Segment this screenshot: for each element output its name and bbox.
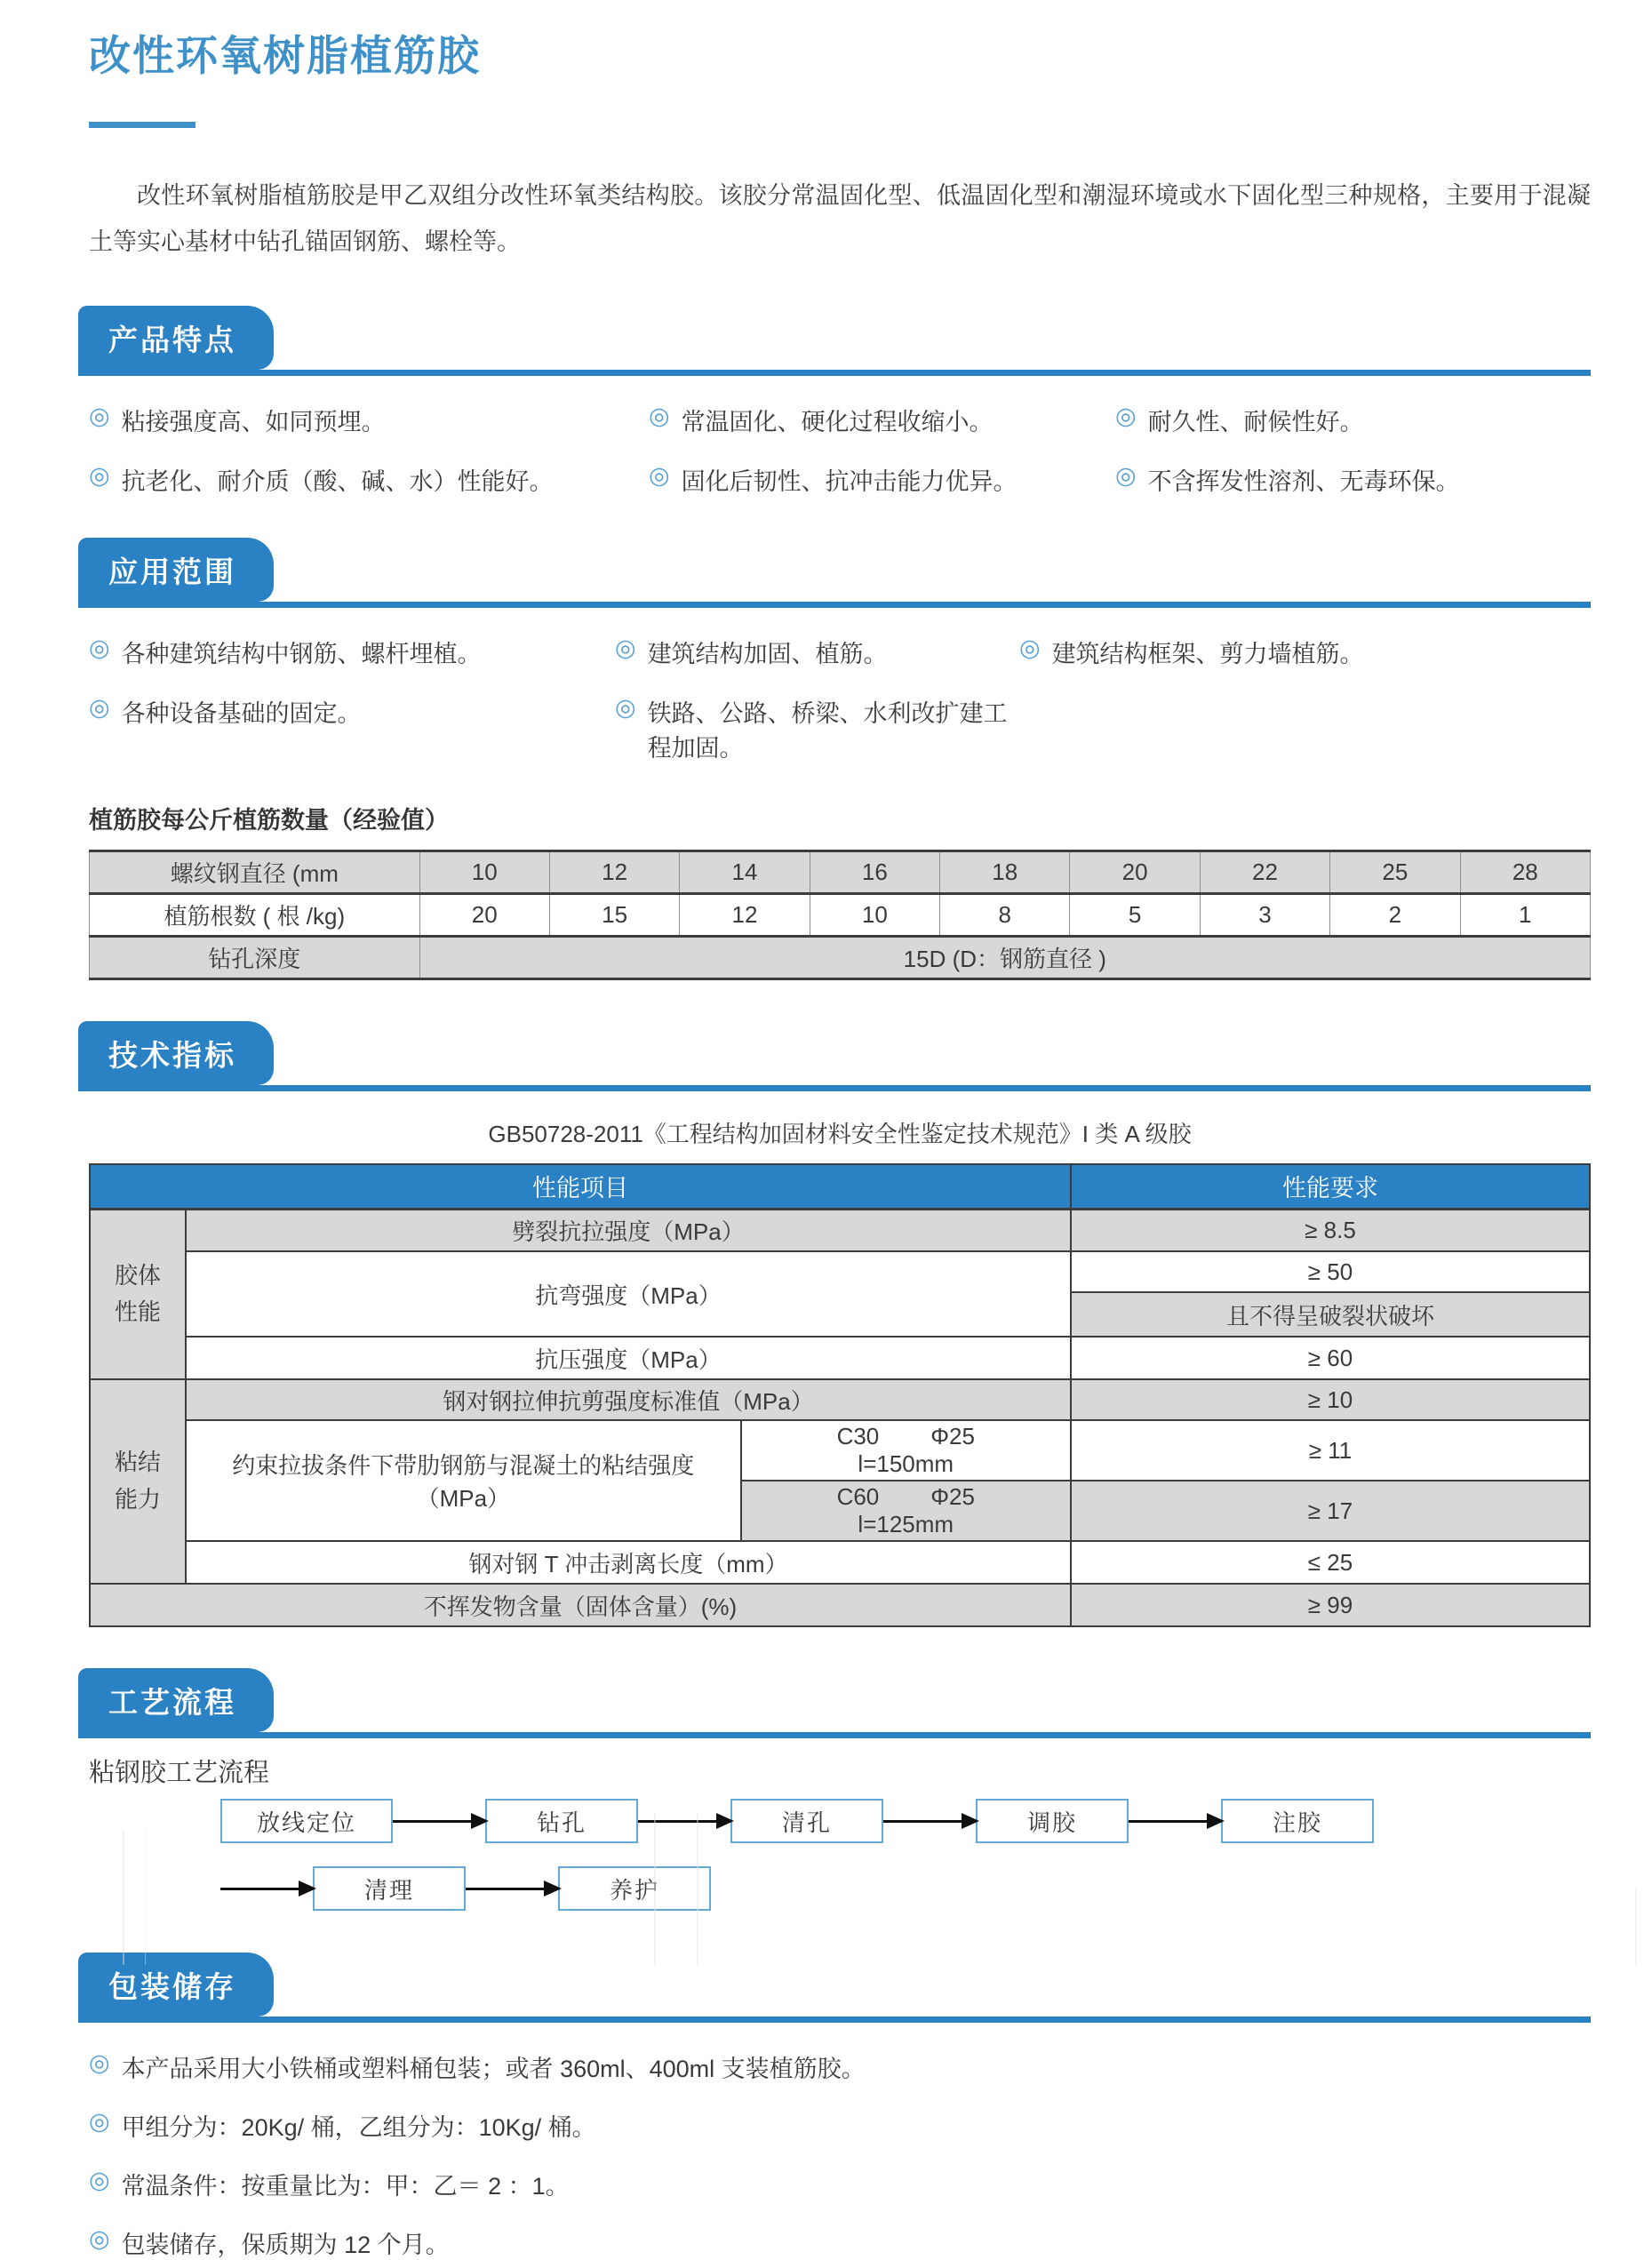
flow-step-box: 放线定位: [220, 1799, 393, 1843]
section-tab-packaging: 包装储存: [78, 1953, 274, 2016]
diameter-value: 16: [810, 851, 939, 894]
spec-item: 抗压强度（MPa）: [186, 1337, 1071, 1379]
diameter-value: 12: [549, 851, 679, 894]
count-value: 3: [1200, 894, 1329, 937]
feature-item: [89, 462, 649, 497]
section-applications: [89, 538, 1591, 763]
rebar-table-label: 植筋胶每公斤植筋数量（经验值）: [89, 807, 449, 834]
intro-paragraph: 改性环氧树脂植筋胶是甲乙双组分改性环氧类结构胶。该胶分常温固化型、低温固化型和潮湿环境或水下固化型三种规格，主要用于混凝土等实心基材中钻孔锚固钢筋、螺栓等。: [89, 182, 1591, 255]
title-underline-dash: [89, 122, 196, 128]
group-label-bonding: 粘结能力: [90, 1379, 186, 1584]
application-item: [1019, 635, 1591, 669]
diameter-value: 28: [1460, 851, 1590, 894]
bullseye-bullet-icon: ◎: [615, 635, 636, 662]
rebar-count-header: 植筋根数 ( 根 /kg): [90, 894, 420, 937]
packaging-item: [89, 2225, 1591, 2260]
spec-condition: [741, 1420, 1071, 1481]
bullseye-bullet-icon: ◎: [1115, 462, 1137, 490]
flow-step-box: 清理: [313, 1866, 466, 1911]
spec-item: [186, 1420, 741, 1541]
spec-item: 抗弯强度（MPa）: [186, 1251, 1071, 1337]
tech-spec-table: [89, 1163, 1591, 1627]
feature-text: 粘接强度高、如同预埋。: [121, 409, 386, 435]
application-text: 各种设备基础的固定。: [121, 700, 362, 727]
page-title: 改性环氧树脂植筋胶: [89, 32, 481, 79]
diameter-value: 14: [680, 851, 810, 894]
spec-requirement: ≥ 10: [1071, 1379, 1590, 1420]
diameter-value: 10: [419, 851, 549, 894]
packaging-list: [89, 2049, 1591, 2260]
spec-item: 劈裂抗拉强度（MPa）: [186, 1209, 1071, 1251]
section-header-rule: [78, 306, 1591, 376]
spec-item: 钢对钢 T 冲击剥离长度（mm）: [186, 1541, 1071, 1584]
embed-length: l=150mm: [858, 1450, 954, 1477]
bullseye-bullet-icon: ◎: [89, 694, 110, 722]
feature-text: 固化后韧性、抗冲击能力优异。: [681, 468, 1018, 495]
tech-standard-caption: GB50728-2011《工程结构加固材料安全性鉴定技术规范》I 类 A 级胶: [488, 1121, 1192, 1147]
table-row: [90, 894, 1591, 937]
feature-text: 抗老化、耐介质（酸、碱、水）性能好。: [121, 468, 554, 495]
table-row: [90, 1379, 1590, 1420]
bullseye-bullet-icon: ◎: [89, 2225, 110, 2253]
spec-item: 钢对钢拉伸抗剪强度标准值（MPa）: [186, 1379, 1071, 1420]
spec-requirement: ≥ 99: [1071, 1584, 1590, 1626]
feature-item: [649, 462, 1115, 497]
spec-item: 不挥发物含量（固体含量）(%): [90, 1584, 1071, 1626]
section-tab-features: 产品特点: [78, 306, 274, 370]
flow-step-box: 清孔: [730, 1799, 883, 1843]
feature-item: [89, 403, 649, 437]
spec-requirement: ≤ 25: [1071, 1541, 1590, 1584]
spec-condition: [741, 1481, 1071, 1541]
table-row: [90, 1251, 1590, 1292]
packaging-item: [89, 2049, 1591, 2084]
bullseye-bullet-icon: ◎: [89, 462, 110, 490]
table-row: [90, 937, 1591, 979]
packaging-item: [89, 2108, 1591, 2143]
feature-item: [1115, 403, 1591, 437]
count-value: 1: [1460, 894, 1590, 937]
application-text: 建筑结构框架、剪力墙植筋。: [1051, 641, 1364, 667]
section-header-rule: [78, 1953, 1591, 2023]
section-packaging: [89, 1953, 1591, 2260]
packaging-text: 甲组分为：20Kg/ 桶，乙组分为：10Kg/ 桶。: [121, 2114, 596, 2141]
feature-text: 耐久性、耐候性好。: [1147, 409, 1364, 435]
concrete-grade: C60: [836, 1483, 880, 1510]
spec-requirement-note: 且不得呈破裂状破坏: [1071, 1292, 1590, 1337]
features-list: [89, 403, 1591, 497]
application-text: 各种建筑结构中钢筋、螺杆埋植。: [121, 641, 482, 667]
count-value: 5: [1070, 894, 1200, 937]
section-header-rule: [78, 538, 1591, 608]
section-tab-applications: 应用范围: [78, 538, 274, 602]
embed-length: l=125mm: [858, 1511, 954, 1537]
diameter-value: 25: [1330, 851, 1460, 894]
feature-text: 常温固化、硬化过程收缩小。: [681, 409, 994, 435]
drill-depth-header: 钻孔深度: [90, 937, 420, 979]
flow-arrow-icon: [220, 1888, 313, 1890]
section-tab-process: 工艺流程: [78, 1668, 274, 1732]
spec-requirement: ≥ 17: [1071, 1481, 1590, 1541]
rebar-quantity-table: [89, 850, 1591, 980]
bar-diameter: Φ25: [930, 1483, 975, 1510]
flow-step-box: 注胶: [1221, 1799, 1374, 1843]
feature-text: 不含挥发性溶剂、无毒环保。: [1147, 468, 1460, 495]
col-header-requirement: 性能要求: [1071, 1164, 1590, 1209]
flow-step-box: 养护: [558, 1866, 711, 1911]
flow-arrow-icon: [1129, 1820, 1221, 1823]
group-label-adhesive: 胶体性能: [90, 1209, 186, 1379]
process-subtitle: 粘钢胶工艺流程: [89, 1759, 270, 1787]
spec-item-text: 约束拉拔条件下带肋钢筋与混凝土的粘结强度: [232, 1452, 695, 1479]
bullseye-bullet-icon: ◎: [89, 2108, 110, 2136]
count-value: 2: [1330, 894, 1460, 937]
packaging-text: 常温条件：按重量比为：甲：乙＝ 2 ：1。: [121, 2173, 570, 2200]
spec-requirement: ≥ 8.5: [1071, 1209, 1590, 1251]
bullseye-bullet-icon: ◎: [615, 694, 636, 722]
section-tech: [89, 1021, 1591, 1627]
process-flow-row-2: [220, 1865, 1591, 1912]
count-value: 8: [940, 894, 1070, 937]
drill-depth-value: 15D (D：钢筋直径 ): [419, 937, 1590, 979]
section-process: [89, 1668, 1591, 1912]
application-item: [615, 694, 1019, 763]
section-header-rule: [78, 1668, 1591, 1738]
count-value: 20: [419, 894, 549, 937]
application-item: [89, 694, 615, 763]
count-value: 15: [549, 894, 679, 937]
count-value: 12: [680, 894, 810, 937]
table-row: [90, 1584, 1590, 1626]
table-row: [90, 1209, 1590, 1251]
application-text: 建筑结构加固、植筋。: [647, 641, 888, 667]
flow-step-box: 调胶: [976, 1799, 1129, 1843]
condition-line: [751, 1483, 1061, 1511]
condition-line: [751, 1423, 1061, 1450]
flow-step-box: 钻孔: [485, 1799, 638, 1843]
bullseye-bullet-icon: ◎: [649, 403, 670, 430]
bullseye-bullet-icon: ◎: [89, 2167, 110, 2194]
packaging-text: 本产品采用大小铁桶或塑料桶包装；或者 360ml、400ml 支装植筋胶。: [121, 2056, 866, 2082]
application-item: [89, 635, 615, 669]
applications-list: [89, 635, 1591, 763]
diameter-value: 22: [1200, 851, 1329, 894]
table-row: [90, 1420, 1590, 1481]
bullseye-bullet-icon: ◎: [89, 2049, 110, 2077]
spec-requirement: ≥ 60: [1071, 1337, 1590, 1379]
bullseye-bullet-icon: ◎: [649, 462, 670, 490]
diameter-value: 20: [1070, 851, 1200, 894]
count-value: 10: [810, 894, 939, 937]
bar-diameter: Φ25: [930, 1423, 975, 1449]
spec-requirement: ≥ 11: [1071, 1420, 1590, 1481]
concrete-grade: C30: [836, 1423, 880, 1449]
spec-requirement: ≥ 50: [1071, 1251, 1590, 1292]
flow-arrow-icon: [638, 1820, 730, 1823]
diameter-value: 18: [940, 851, 1070, 894]
packaging-item: [89, 2167, 1591, 2201]
feature-item: [649, 403, 1115, 437]
table-header-row: [90, 1164, 1590, 1209]
packaging-text: 包装储存，保质期为 12 个月。: [121, 2232, 450, 2258]
application-text: 铁路、公路、桥梁、水利改扩建工程加固。: [647, 700, 1008, 762]
bullseye-bullet-icon: ◎: [89, 403, 110, 430]
feature-item: [1115, 462, 1591, 497]
table-row: [90, 851, 1591, 894]
flow-arrow-icon: [883, 1820, 976, 1823]
application-item: [615, 635, 1019, 669]
rebar-diameter-header: 螺纹钢直径 (mm: [90, 851, 420, 894]
table-row: [90, 1337, 1590, 1379]
bullseye-bullet-icon: ◎: [89, 635, 110, 662]
spec-item-unit: （MPa）: [416, 1485, 511, 1512]
table-row: [90, 1541, 1590, 1584]
flow-arrow-icon: [466, 1888, 558, 1890]
col-header-item: 性能项目: [90, 1164, 1071, 1209]
section-features: [89, 306, 1591, 497]
flow-arrow-icon: [393, 1820, 485, 1823]
bullseye-bullet-icon: ◎: [1019, 635, 1041, 662]
bullseye-bullet-icon: ◎: [1115, 403, 1137, 430]
section-tab-tech: 技术指标: [78, 1021, 274, 1085]
section-header-rule: [78, 1021, 1591, 1091]
process-flow-row-1: [220, 1798, 1591, 1844]
